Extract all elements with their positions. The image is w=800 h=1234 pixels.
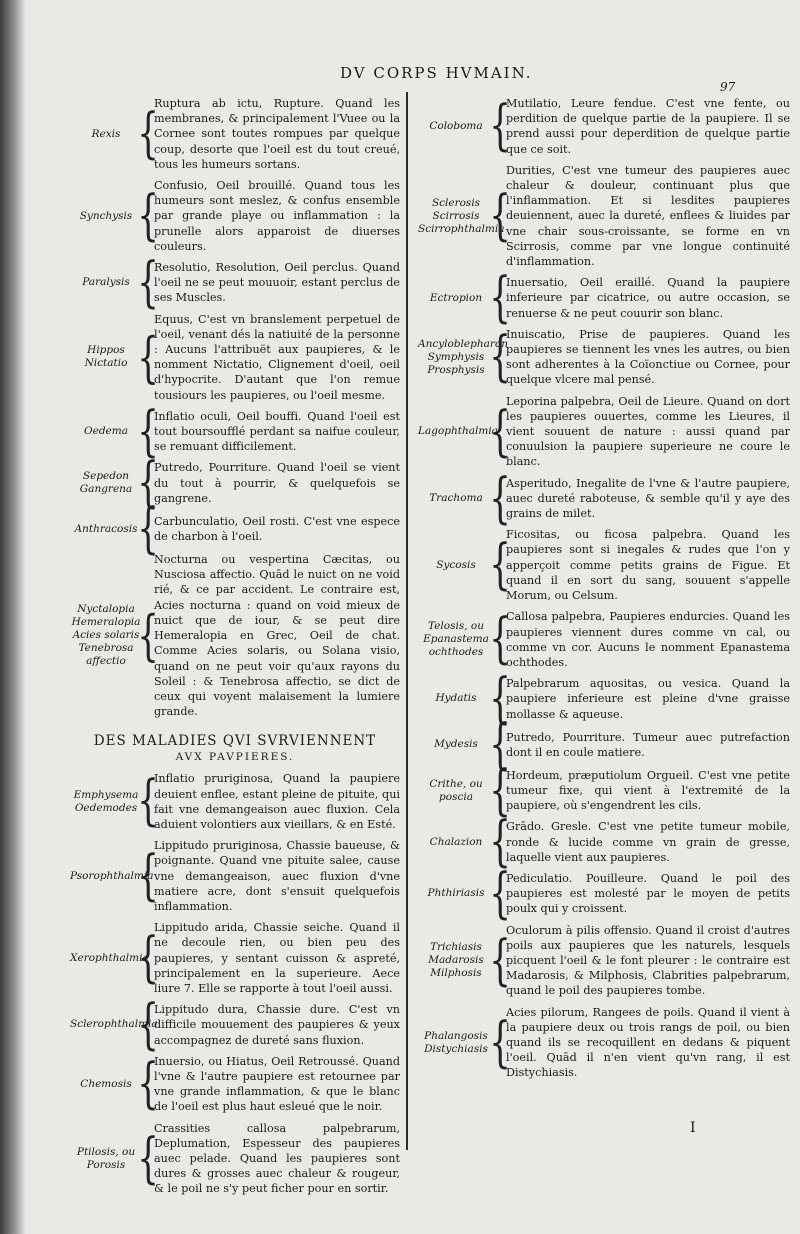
brace-icon: {	[489, 266, 511, 331]
glossary-entry	[70, 178, 400, 254]
entry-text: Pediculatio. Pouilleure. Quand le poil des paupieres est molesté par le moyen de petits poulx qui y croissent.	[506, 871, 790, 916]
entry-text: Grādo. Gresle. C'est vne petite tumeur mobile, ronde & lucide comme vn grain de gresse, laquelle vient aux paupieres.	[506, 820, 790, 864]
glossary-entry	[418, 394, 790, 470]
entry-text: Inuersatio, Oeil eraillé. Quand la paupiere inferieure par cicatrice, ou autre occasion, se renuerse & ne peut couurir son blanc.	[506, 276, 790, 320]
book-spine-shadow	[0, 0, 26, 1234]
entry-text: Inflatio oculi, Oeil bouffi. Quand l'oeil est tout boursoufflé perdant sa naifue couleur, se remuant difficilement.	[154, 409, 400, 454]
brace-icon: {	[137, 1052, 159, 1117]
entry-term: Ectropion	[429, 291, 483, 304]
glossary-entry	[418, 758, 790, 823]
glossary-entry	[70, 992, 400, 1057]
entry-text: Confusio, Oeil brouillé. Quand tous les humeurs sont meslez, & confus ensemble par grande playe ou inflammation : la prunelle alors apparoist de diuerses couleurs.	[154, 179, 400, 253]
left-column	[70, 96, 400, 1203]
glossary-entry	[418, 923, 790, 999]
entry-term: Psorophthalmia	[70, 869, 154, 882]
catchword: I	[690, 1120, 696, 1136]
glossary-entry	[418, 327, 790, 388]
page-number: 97	[720, 80, 736, 94]
brace-icon: {	[137, 184, 159, 249]
brace-icon: {	[489, 533, 511, 598]
glossary-entry	[418, 266, 790, 331]
brace-icon: {	[489, 1010, 511, 1075]
brace-icon: {	[137, 1126, 159, 1191]
brace-icon: {	[137, 844, 159, 909]
column-divider	[406, 92, 408, 1150]
entry-term: Sclerosis Scirrosis Scirrophthalmia	[418, 196, 505, 235]
entry-text: Acies pilorum, Rangees de poils. Quand il vient à la paupiere deux ou trois rangs de poil, ou bien quand ils se recoquillent en dedans & piquent l'oeil. Quād il n'en vient qu'vn rang, il est Distychiasis.	[506, 1005, 790, 1080]
brace-icon: {	[489, 758, 511, 823]
glossary-entry	[70, 838, 400, 914]
entry-text: Leporina palpebra, Oeil de Lieure. Quand on dort les paupieres ouuertes, comme les Lieures, il vient souuent de nature : aussi quand par conuulsion la paupiere superieure ne coure le blanc.	[506, 394, 790, 469]
entry-term: Nyctalopia Hemeralopia Acies solaris Tenebrosa affectio	[71, 603, 141, 668]
brace-icon: {	[489, 466, 511, 531]
entry-term: Sycosis	[436, 558, 476, 571]
brace-icon: {	[489, 607, 511, 672]
glossary-entry	[418, 96, 790, 157]
entry-term: Lagophthalmia	[418, 425, 498, 438]
entry-term: Phalangosis Distychiasis	[424, 1029, 488, 1055]
entry-term: Trichiasis Madarosis Milphosis	[428, 941, 484, 980]
entry-term: Emphysema Oedemodes	[73, 788, 139, 814]
entry-text: Putredo, Pourriture. Quand l'oeil se vient du tout à pourrir, & quelquefois se gangrene.	[154, 461, 400, 505]
entry-term: Mydesis	[434, 738, 478, 751]
glossary-entry	[418, 712, 790, 777]
glossary-entry	[70, 497, 400, 562]
entry-text: Asperitudo, Inegalite de l'vne & l'autre paupiere, auec dureté raboteuse, & semble qu'il y aye des grains de milet.	[506, 476, 790, 521]
glossary-entry	[418, 666, 790, 731]
entry-text: Lippitudo pruriginosa, Chassie baueuse, & poignante. Quand vne pituite salee, cause vne demangeaison, auec fluxion d'vne matiere acre, dont s'ensuit quelquefois inflammation.	[154, 839, 400, 913]
glossary-entry	[70, 96, 400, 172]
glossary-entry	[70, 399, 400, 464]
entry-term: Anthracosis	[74, 522, 138, 535]
entry-text: Mutilatio, Leure fendue. C'est vne fente, ou perdition de quelque partie de la paupiere. Il se prend aussi pour deperdition de quelque partie que ce soit.	[506, 97, 790, 156]
glossary-entry	[418, 609, 790, 670]
brace-icon: {	[137, 992, 159, 1057]
entry-term: Chalazion	[429, 835, 483, 848]
glossary-entry	[70, 1054, 400, 1115]
entry-term: Sepedon Gangrena	[79, 470, 133, 496]
glossary-entry	[418, 163, 790, 269]
brace-icon: {	[137, 497, 159, 562]
right-column	[418, 96, 790, 1087]
entry-text: Lippitudo arida, Chassie seiche. Quand il ne decoule rien, ou bien peu des paupieres, y sentant cuisson & aspreté, principalement en la superieure. Aece liure 7. Elle se rapporte à tout l'oeil aussi.	[154, 921, 400, 995]
section-title: DES MALADIES QVI SVRVIENNENT	[93, 733, 377, 750]
entry-term: Sclerophthalmia	[70, 1018, 158, 1031]
entry-term: Chemosis	[80, 1077, 132, 1090]
brace-icon: {	[489, 325, 511, 390]
brace-icon: {	[137, 926, 159, 991]
entry-term: Ptilosis, ou Porosis	[76, 1145, 136, 1171]
glossary-entry	[418, 1005, 790, 1081]
entry-text: Resolutio, Resolution, Oeil perclus. Quand l'oeil ne se peut mouuoir, estant perclus de ses Muscles.	[154, 261, 400, 305]
brace-icon: {	[489, 666, 511, 731]
brace-icon: {	[137, 250, 159, 315]
entry-term: Paralysis	[82, 276, 130, 289]
entry-text: Nocturna ou vespertina Cæcitas, ou Nusciosa affectio. Quād le nuict on ne void rié, & ce par accident. Le contraire est, Acies nocturna : quand on void mieux de nuict que de iour, & se peut dire Hemeralopia en Grec, Oeil de chat. Comme Acies solaris, ou Solana visio, quand on ne peut voir qu'aux rayons du Soleil : & Tenebrosa affectio, se dict de ceux qui voyent malaisement la lumiere grande.	[154, 553, 400, 719]
brace-icon: {	[489, 928, 511, 993]
glossary-entry	[70, 920, 400, 996]
glossary-entry	[70, 771, 400, 832]
entry-term: Ancyloblepharon Symphysis Prosphysis	[418, 337, 508, 376]
brace-icon: {	[137, 101, 159, 166]
glossary-entry	[70, 1121, 400, 1197]
glossary-entry	[418, 861, 790, 926]
entry-text: Equus, C'est vn branslement perpetuel de l'oeil, venant dés la natiuité de la personne : Aucuns l'attribuët aux paupieres, & le nomment Nictatio, Clignement d'oeil, oeil d'hypocrite. D'autant que l'on remue tousiours les paupieres, ou l'oeil mesme.	[154, 312, 400, 402]
left-entries-eyelids	[70, 771, 400, 1196]
entry-text: Putredo, Pourriture. Tumeur auec putrefaction dont il en coule matiere.	[506, 730, 790, 759]
glossary-entry	[70, 552, 400, 719]
entry-text: Oculorum à pilis offensio. Quand il croist d'autres poils aux paupieres que les naturels, lesquels picquent l'oeil & le font pleurer : le contraire est Madarosis, & Milphosis, Clabrities palpebrarum, quand le poil des paupieres tombe.	[506, 923, 790, 998]
glossary-entry	[418, 466, 790, 531]
entry-text: Durities, C'est vne tumeur des paupieres auec chaleur & douleur, continuant plus que l'inflammation. Et si lesdites paupieres deuiennent, auec la dureté, enflees & liuides par vne chair sous-croissante, se forme en vn Scirrosis, comme par vne longue continuité d'inflammation.	[506, 163, 790, 269]
entry-term: Phthiriasis	[427, 887, 485, 900]
brace-icon: {	[489, 399, 511, 464]
entry-term: Telosis, ou Epanastema ochthodes	[423, 620, 489, 659]
glossary-entry	[70, 312, 400, 403]
entry-term: Hippos Nictatio	[84, 344, 128, 370]
entry-text: Callosa palpebra, Paupieres endurcies. Quand les paupieres viennent dures comme vn cal, ou comme vn cor. Aucuns le nomment Epanastema ochthodes.	[506, 610, 790, 669]
entry-term: Hydatis	[435, 692, 477, 705]
running-header: DV CORPS HVMAIN.	[340, 64, 533, 82]
entry-term: Rexis	[91, 127, 121, 140]
right-entries	[418, 96, 790, 1081]
entry-text: Lippitudo dura, Chassie dure. C'est vn difficile mouuement des paupieres & yeux accompagnez de dureté sans fluxion.	[154, 1003, 400, 1047]
entry-text: Ficositas, ou ficosa palpebra. Quand les paupieres sont si inegales & rudes que l'on y apperçoit comme petits grains de Figue. Et quand il en sort du sang, souuent s'appelle Morum, ou Celsum.	[506, 528, 790, 603]
entry-text: Ruptura ab ictu, Rupture. Quand les membranes, & principalement l'Vuee ou la Cornee sont toutes rompues par quelque coup, desorte que l'oeil est du tout creué, tous les humeurs sortans.	[154, 97, 400, 171]
section-subtitle: AVX PAVPIERES.	[175, 751, 295, 764]
brace-icon: {	[137, 451, 159, 516]
glossary-entry	[70, 250, 400, 315]
left-entries	[70, 96, 400, 719]
glossary-entry	[70, 451, 400, 516]
entry-term: Coloboma	[429, 119, 483, 132]
glossary-entry	[418, 810, 790, 875]
entry-text: Inuiscatio, Prise de paupieres. Quand les paupieres se tiennent les vnes les autres, ou bien sont adherentes à la Coïonctiue ou Cornee, pour quelque vlcere mal pensé.	[506, 327, 790, 387]
brace-icon: {	[137, 325, 159, 390]
glossary-entry	[418, 527, 790, 603]
entry-term: Trachoma	[429, 491, 483, 504]
brace-icon: {	[489, 712, 511, 777]
brace-icon: {	[489, 810, 511, 875]
entry-text: Hordeum, præputiolum Orgueil. C'est vne petite tumeur fixe, qui vient à l'extremité de la paupiere, où s'engendrent les cils.	[506, 768, 790, 813]
brace-icon: {	[489, 861, 511, 926]
brace-icon: {	[489, 94, 511, 159]
brace-icon: {	[137, 399, 159, 464]
entry-term: Crithe, ou poscia	[429, 777, 483, 803]
entry-term: Xerophthalmia	[70, 951, 149, 964]
entry-text: Inuersio, ou Hiatus, Oeil Retroussé. Quand l'vne & l'autre paupiere est retournee par vne grande inflammation, & que le blanc de l'oeil est plus haut esleué que le noir.	[154, 1054, 400, 1114]
brace-icon: {	[137, 603, 159, 668]
entry-text: Palpebrarum aquositas, ou vesica. Quand la paupiere inferieure est pleine d'vne graisse mollasse & aqueuse.	[506, 677, 790, 721]
brace-icon: {	[489, 184, 511, 249]
entry-term: Oedema	[84, 425, 128, 438]
entry-text: Carbunculatio, Oeil rosti. C'est vne espece de charbon à l'oeil.	[154, 514, 400, 544]
brace-icon: {	[137, 769, 159, 834]
entry-text: Inflatio pruriginosa, Quand la paupiere deuient enflee, estant pleine de pituite, qui fait vne demangeaison auec fluxion. Cela aduient volontiers aux vieillars, & en Esté.	[154, 772, 400, 831]
entry-term: Synchysis	[79, 209, 133, 222]
entry-text: Crassities callosa palpebrarum, Deplumation, Espesseur des paupieres auec pelade. Quand les paupieres sont dures & grosses auec chaleur & rougeur, & le poil ne s'y peut ficher pour en sortir.	[154, 1121, 400, 1196]
